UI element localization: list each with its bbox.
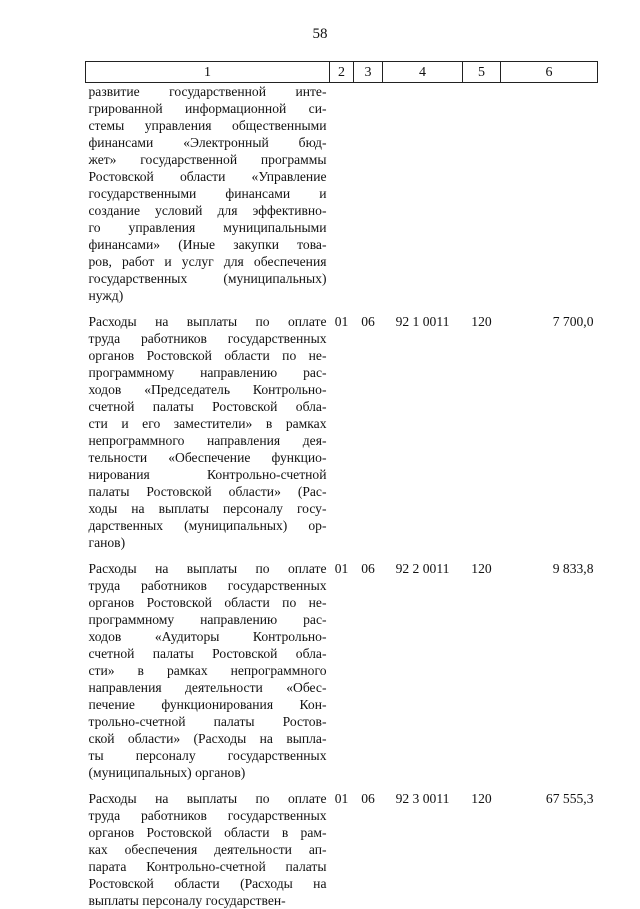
row-description — [86, 83, 330, 305]
description-line: палаты Ростовской области» (Рас- — [89, 483, 327, 500]
target-item-code: 92 1 0011 — [383, 304, 463, 551]
description-line: развитие государственной инте- — [89, 83, 327, 100]
description-line: органов Ростовской области по не- — [89, 347, 327, 364]
table-row — [86, 781, 598, 909]
description-line: ской области» (Расходы на выпла- — [89, 730, 327, 747]
budget-table — [85, 61, 598, 909]
description-line: Расходы на выплаты по оплате — [89, 560, 327, 577]
expense-type-code: 120 — [463, 781, 501, 909]
description-line: труда работников государственных — [89, 807, 327, 824]
header-cell-3: 3 — [354, 62, 383, 83]
description-line: непрограммного направления дея- — [89, 432, 327, 449]
description-line: тельности «Обеспечение функцио- — [89, 449, 327, 466]
table-row — [86, 83, 598, 305]
description-line: программному направлению рас- — [89, 611, 327, 628]
section-code — [330, 83, 354, 305]
section-code: 01 — [330, 781, 354, 909]
description-line: органов Ростовской области в рам- — [89, 824, 327, 841]
expense-type-code: 120 — [463, 304, 501, 551]
description-line: финансами «Электронный бюд- — [89, 134, 327, 151]
description-line: стемы управления общественными — [89, 117, 327, 134]
subsection-code: 06 — [354, 304, 383, 551]
target-item-code: 92 3 0011 — [383, 781, 463, 909]
subsection-code: 06 — [354, 781, 383, 909]
description-line: ходов «Аудиторы Контрольно- — [89, 628, 327, 645]
description-line: (муниципальных) органов) — [89, 764, 327, 781]
description-line: го управления муниципальными — [89, 219, 327, 236]
description-line: ров, работ и услуг для обеспечения — [89, 253, 327, 270]
description-line: направления деятельности «Обес- — [89, 679, 327, 696]
description-line: ках обеспечения деятельности ап- — [89, 841, 327, 858]
description-line: ходов «Председатель Контрольно- — [89, 381, 327, 398]
description-line: программному направлению рас- — [89, 364, 327, 381]
amount: 7 700,0 — [501, 304, 598, 551]
description-line: нирования Контрольно-счетной — [89, 466, 327, 483]
description-line: Ростовской области «Управление — [89, 168, 327, 185]
description-line: Расходы на выплаты по оплате — [89, 313, 327, 330]
header-cell-4: 4 — [383, 62, 463, 83]
description-line: нужд) — [89, 287, 327, 304]
amount — [501, 83, 598, 305]
amount: 9 833,8 — [501, 551, 598, 781]
description-line: труда работников государственных — [89, 577, 327, 594]
page-number: 58 — [0, 26, 640, 43]
amount: 67 555,3 — [501, 781, 598, 909]
table-body — [86, 83, 598, 909]
description-line: Расходы на выплаты по оплате — [89, 790, 327, 807]
target-item-code: 92 2 0011 — [383, 551, 463, 781]
row-description — [86, 781, 330, 909]
description-line: ганов) — [89, 534, 327, 551]
description-line: государственных (муниципальных) — [89, 270, 327, 287]
description-line: счетной палаты Ростовской обла- — [89, 398, 327, 415]
expense-type-code: 120 — [463, 551, 501, 781]
table-row — [86, 551, 598, 781]
description-line: грированной информационной си- — [89, 100, 327, 117]
header-cell-2: 2 — [330, 62, 354, 83]
expense-type-code — [463, 83, 501, 305]
description-line: создание условий для эффективно- — [89, 202, 327, 219]
description-line: жет» государственной программы — [89, 151, 327, 168]
description-line: финансами» (Иные закупки това- — [89, 236, 327, 253]
description-line: государственными финансами и — [89, 185, 327, 202]
description-line: дарственных (муниципальных) ор- — [89, 517, 327, 534]
target-item-code — [383, 83, 463, 305]
row-description — [86, 551, 330, 781]
description-line: трольно-счетной палаты Ростов- — [89, 713, 327, 730]
description-line: парата Контрольно-счетной палаты — [89, 858, 327, 875]
description-line: сти и его заместители» в рамках — [89, 415, 327, 432]
description-line: ты персоналу государственных — [89, 747, 327, 764]
description-line: сти» в рамках непрограммного — [89, 662, 327, 679]
description-line: органов Ростовской области по не- — [89, 594, 327, 611]
description-line: Ростовской области (Расходы на — [89, 875, 327, 892]
subsection-code: 06 — [354, 551, 383, 781]
description-line: выплаты персоналу государствен- — [89, 892, 327, 909]
header-row — [86, 62, 598, 83]
description-line: печение функционирования Кон- — [89, 696, 327, 713]
header-cell-6: 6 — [501, 62, 598, 83]
section-code: 01 — [330, 551, 354, 781]
description-line: труда работников государственных — [89, 330, 327, 347]
table-row — [86, 304, 598, 551]
description-line: ходы на выплаты персоналу госу- — [89, 500, 327, 517]
description-line: счетной палаты Ростовской обла- — [89, 645, 327, 662]
row-description — [86, 304, 330, 551]
subsection-code — [354, 83, 383, 305]
section-code: 01 — [330, 304, 354, 551]
header-cell-5: 5 — [463, 62, 501, 83]
header-cell-1: 1 — [86, 62, 330, 83]
